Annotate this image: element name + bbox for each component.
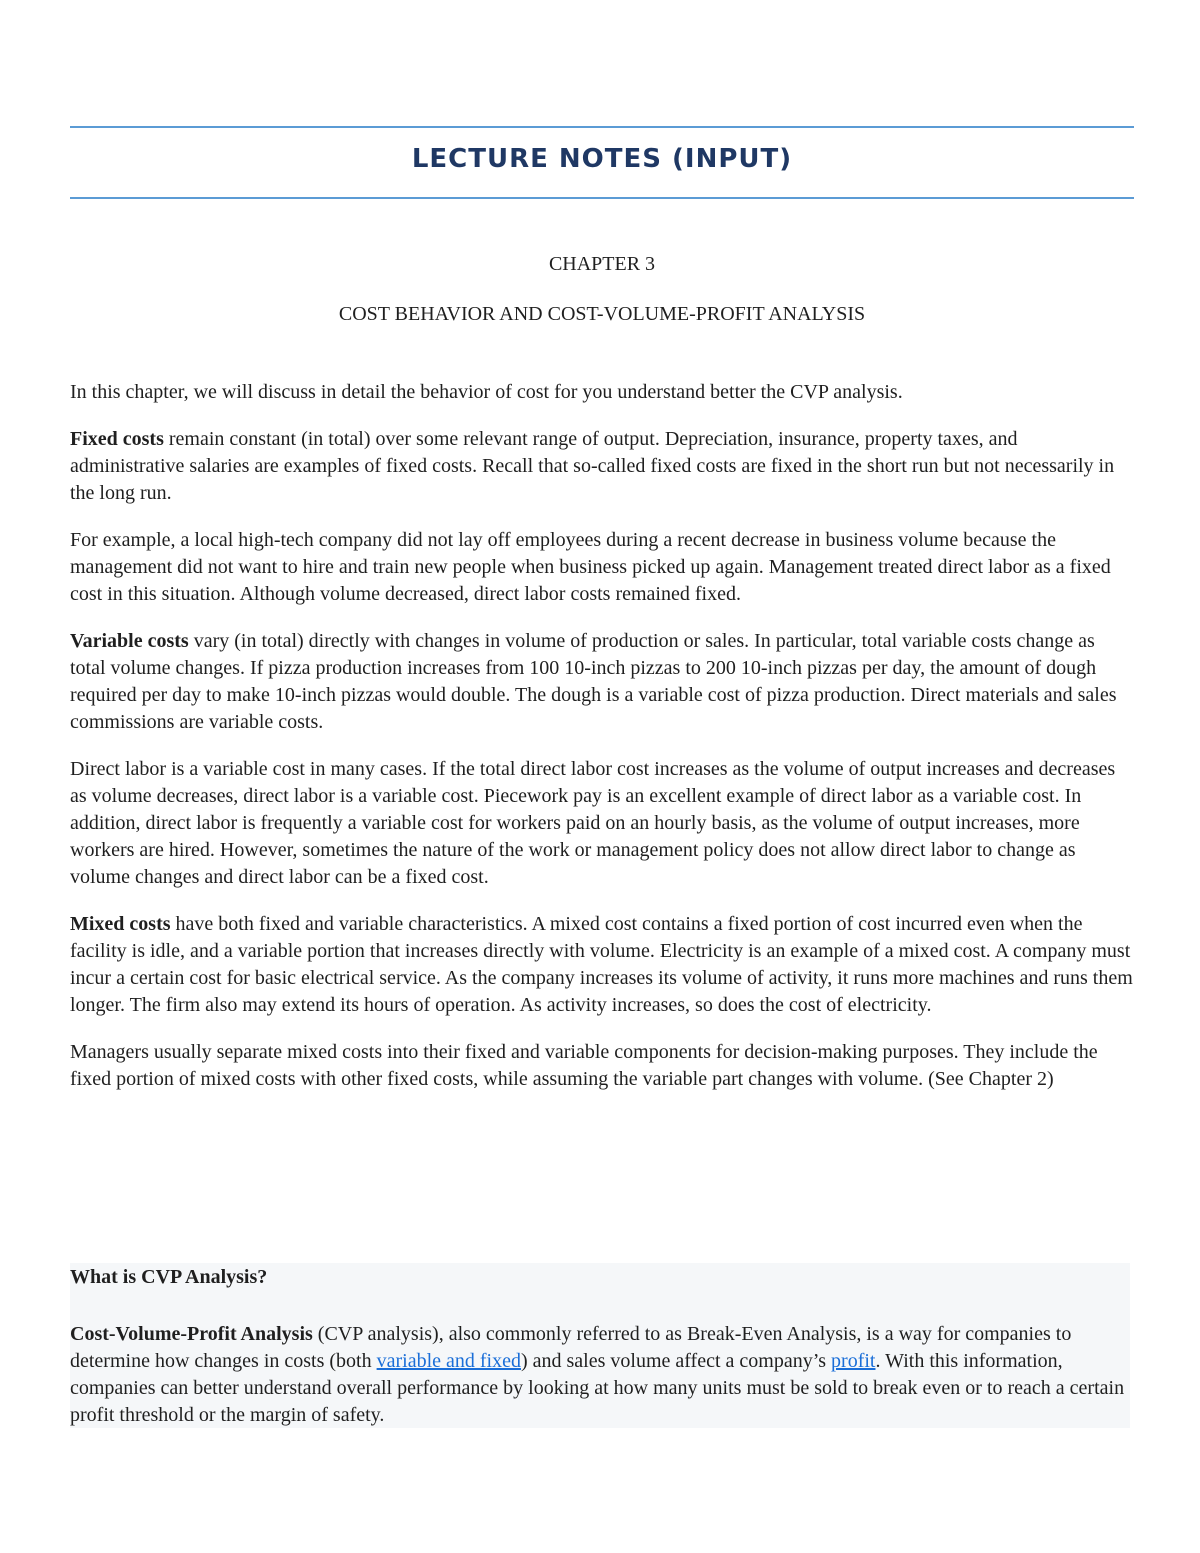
chapter-number: CHAPTER 3 <box>548 253 656 275</box>
direct-labor-paragraph: Direct labor is a variable cost in many cases. If the total direct labor cost increases as the volume of output increases and decreases as volume decreases, direct labor is a variable cost. Piecework pay is an excellent example of direct labor as a variable cost. In addition, direct labor is frequently a variable cost for workers paid on an hourly basis, as the volume of output increases, more workers are hired. However, sometimes the nature of the work or management policy does not allow direct labor to change as volume changes and direct labor can be a fixed cost. <box>70 758 1116 888</box>
mixed-costs-text: have both fixed and variable characteristics. A mixed cost contains a fixed portion of cost incurred even when the facility is idle, and a variable portion that increases directly with volume. Electricity is an example of a mixed cost. A company must incur a certain cost for basic electrical service. As the company increases its volume of activity, it runs more machines and runs them longer. The firm also may extend its hours of operation. As activity increases, so does the cost of electricity. <box>70 913 1133 1016</box>
variable-costs-paragraph <box>70 628 1134 736</box>
chapter-title: COST BEHAVIOR AND COST-VOLUME-PROFIT ANALYSIS <box>338 303 866 325</box>
fixed-costs-paragraph <box>70 426 1134 507</box>
fixed-costs-text: remain constant (in total) over some relevant range of output. Depreciation, insurance, property taxes, and administrative salaries are examples of fixed costs. Recall that so-called fixed costs are fixed in the short run but not necessarily in the long run. <box>70 428 1115 504</box>
cvp-term: Cost-Volume-Profit Analysis <box>70 1323 313 1345</box>
variable-costs-term: Variable costs <box>70 630 189 652</box>
bottom-rule <box>70 197 1134 199</box>
cvp-text-3: . With this information, companies can better understand overall performance by looking at how many units must be sold to break even or to reach a certain profit threshold or the margin of safety. <box>70 1350 1125 1426</box>
mixed-costs-paragraph <box>70 911 1134 1019</box>
banner-title: LECTURE NOTES (INPUT) <box>411 144 793 174</box>
cvp-text-2: ) and sales volume affect a company’s <box>520 1350 832 1372</box>
fixed-costs-term: Fixed costs <box>70 428 164 450</box>
cvp-paragraph <box>70 1321 1130 1429</box>
cvp-text-1: (CVP analysis), also commonly referred to as Break-Even Analysis, is a way for companies to determine how changes in costs (both <box>70 1323 1072 1372</box>
intro-paragraph: In this chapter, we will discuss in detail the behavior of cost for you understand better the CVP analysis. <box>70 381 903 403</box>
mixed-costs-term: Mixed costs <box>70 913 171 935</box>
variable-costs-text: vary (in total) directly with changes in volume of production or sales. In particular, total variable costs change as total volume changes. If pizza production increases from 100 10-inch pizzas to 200 10-inch pizzas per day, the amount of dough required per day to make 10-inch pizzas would double. The dough is a variable cost of pizza production. Direct materials and sales commissions are variable costs. <box>70 630 1117 733</box>
cvp-heading: What is CVP Analysis? <box>70 1266 268 1288</box>
example-paragraph: For example, a local high-tech company did not lay off employees during a recent decrease in business volume because the management did not want to hire and train new people when business picked up again. Management treated direct labor as a fixed cost in this situation. Although volume decreased, direct labor costs remained fixed. <box>70 529 1111 605</box>
top-rule <box>70 126 1134 128</box>
managers-paragraph: Managers usually separate mixed costs into their fixed and variable components for decision-making purposes. They include the fixed portion of mixed costs with other fixed costs, while assuming the variable part changes with volume. (See Chapter 2) <box>70 1041 1098 1090</box>
body-text <box>70 379 1134 1113</box>
variable-and-fixed-link[interactable]: variable and fixed <box>376 1350 521 1372</box>
profit-link[interactable]: profit <box>831 1350 876 1372</box>
